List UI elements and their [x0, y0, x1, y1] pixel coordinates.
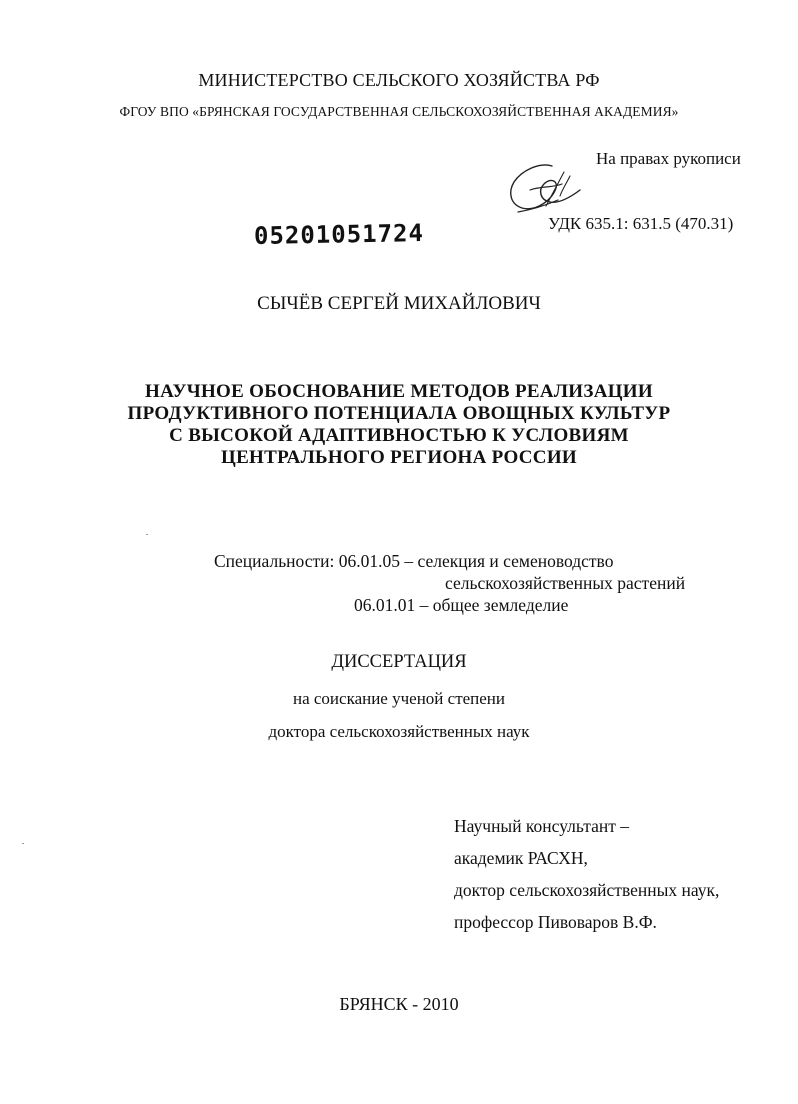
- consultant-line-2: академик РАСХН,: [454, 848, 588, 868]
- specialty-line-3: 06.01.01 – общее земледелие: [354, 595, 569, 615]
- consultant-line-1: Научный консультант –: [454, 816, 629, 836]
- signature-icon: [500, 160, 590, 222]
- city-year: БРЯНСК - 2010: [339, 994, 459, 1014]
- title-line-2: ПРОДУКТИВНОГО ПОТЕНЦИАЛА ОВОЩНЫХ КУЛЬТУР: [127, 403, 671, 424]
- academy-header: ФГОУ ВПО «БРЯНСКАЯ ГОСУДАРСТВЕННАЯ СЕЛЬСКОХОЗЯЙСТВЕННАЯ АКАДЕМИЯ»: [119, 104, 679, 119]
- udk-code: УДК 635.1: 631.5 (470.31): [548, 214, 734, 233]
- consultant-line-4: профессор Пивоваров В.Ф.: [454, 912, 657, 932]
- scan-speck: [146, 534, 148, 535]
- ministry-header: МИНИСТЕРСТВО СЕЛЬСКОГО ХОЗЯЙСТВА РФ: [198, 70, 600, 90]
- registration-number: 05201051724: [253, 219, 425, 250]
- manuscript-rights: На правах рукописи: [596, 149, 741, 168]
- degree-line-2: доктора сельскохозяйственных наук: [268, 722, 530, 741]
- specialty-line-1: Специальности: 06.01.05 – селекция и семеноводство: [214, 551, 614, 571]
- specialty-line-2: сельскохозяйственных растений: [445, 573, 686, 593]
- title-line-4: ЦЕНТРАЛЬНОГО РЕГИОНА РОССИИ: [220, 447, 577, 468]
- author-name: СЫЧЁВ СЕРГЕЙ МИХАЙЛОВИЧ: [257, 293, 541, 314]
- title-line-1: НАУЧНОЕ ОБОСНОВАНИЕ МЕТОДОВ РЕАЛИЗАЦИИ: [145, 381, 653, 402]
- scan-speck: [22, 843, 24, 844]
- degree-line-1: на соискание ученой степени: [292, 689, 506, 708]
- consultant-line-3: доктор сельскохозяйственных наук,: [454, 880, 720, 900]
- title-line-3: С ВЫСОКОЙ АДАПТИВНОСТЬЮ К УСЛОВИЯМ: [169, 425, 629, 446]
- dissertation-heading: ДИССЕРТАЦИЯ: [331, 652, 467, 672]
